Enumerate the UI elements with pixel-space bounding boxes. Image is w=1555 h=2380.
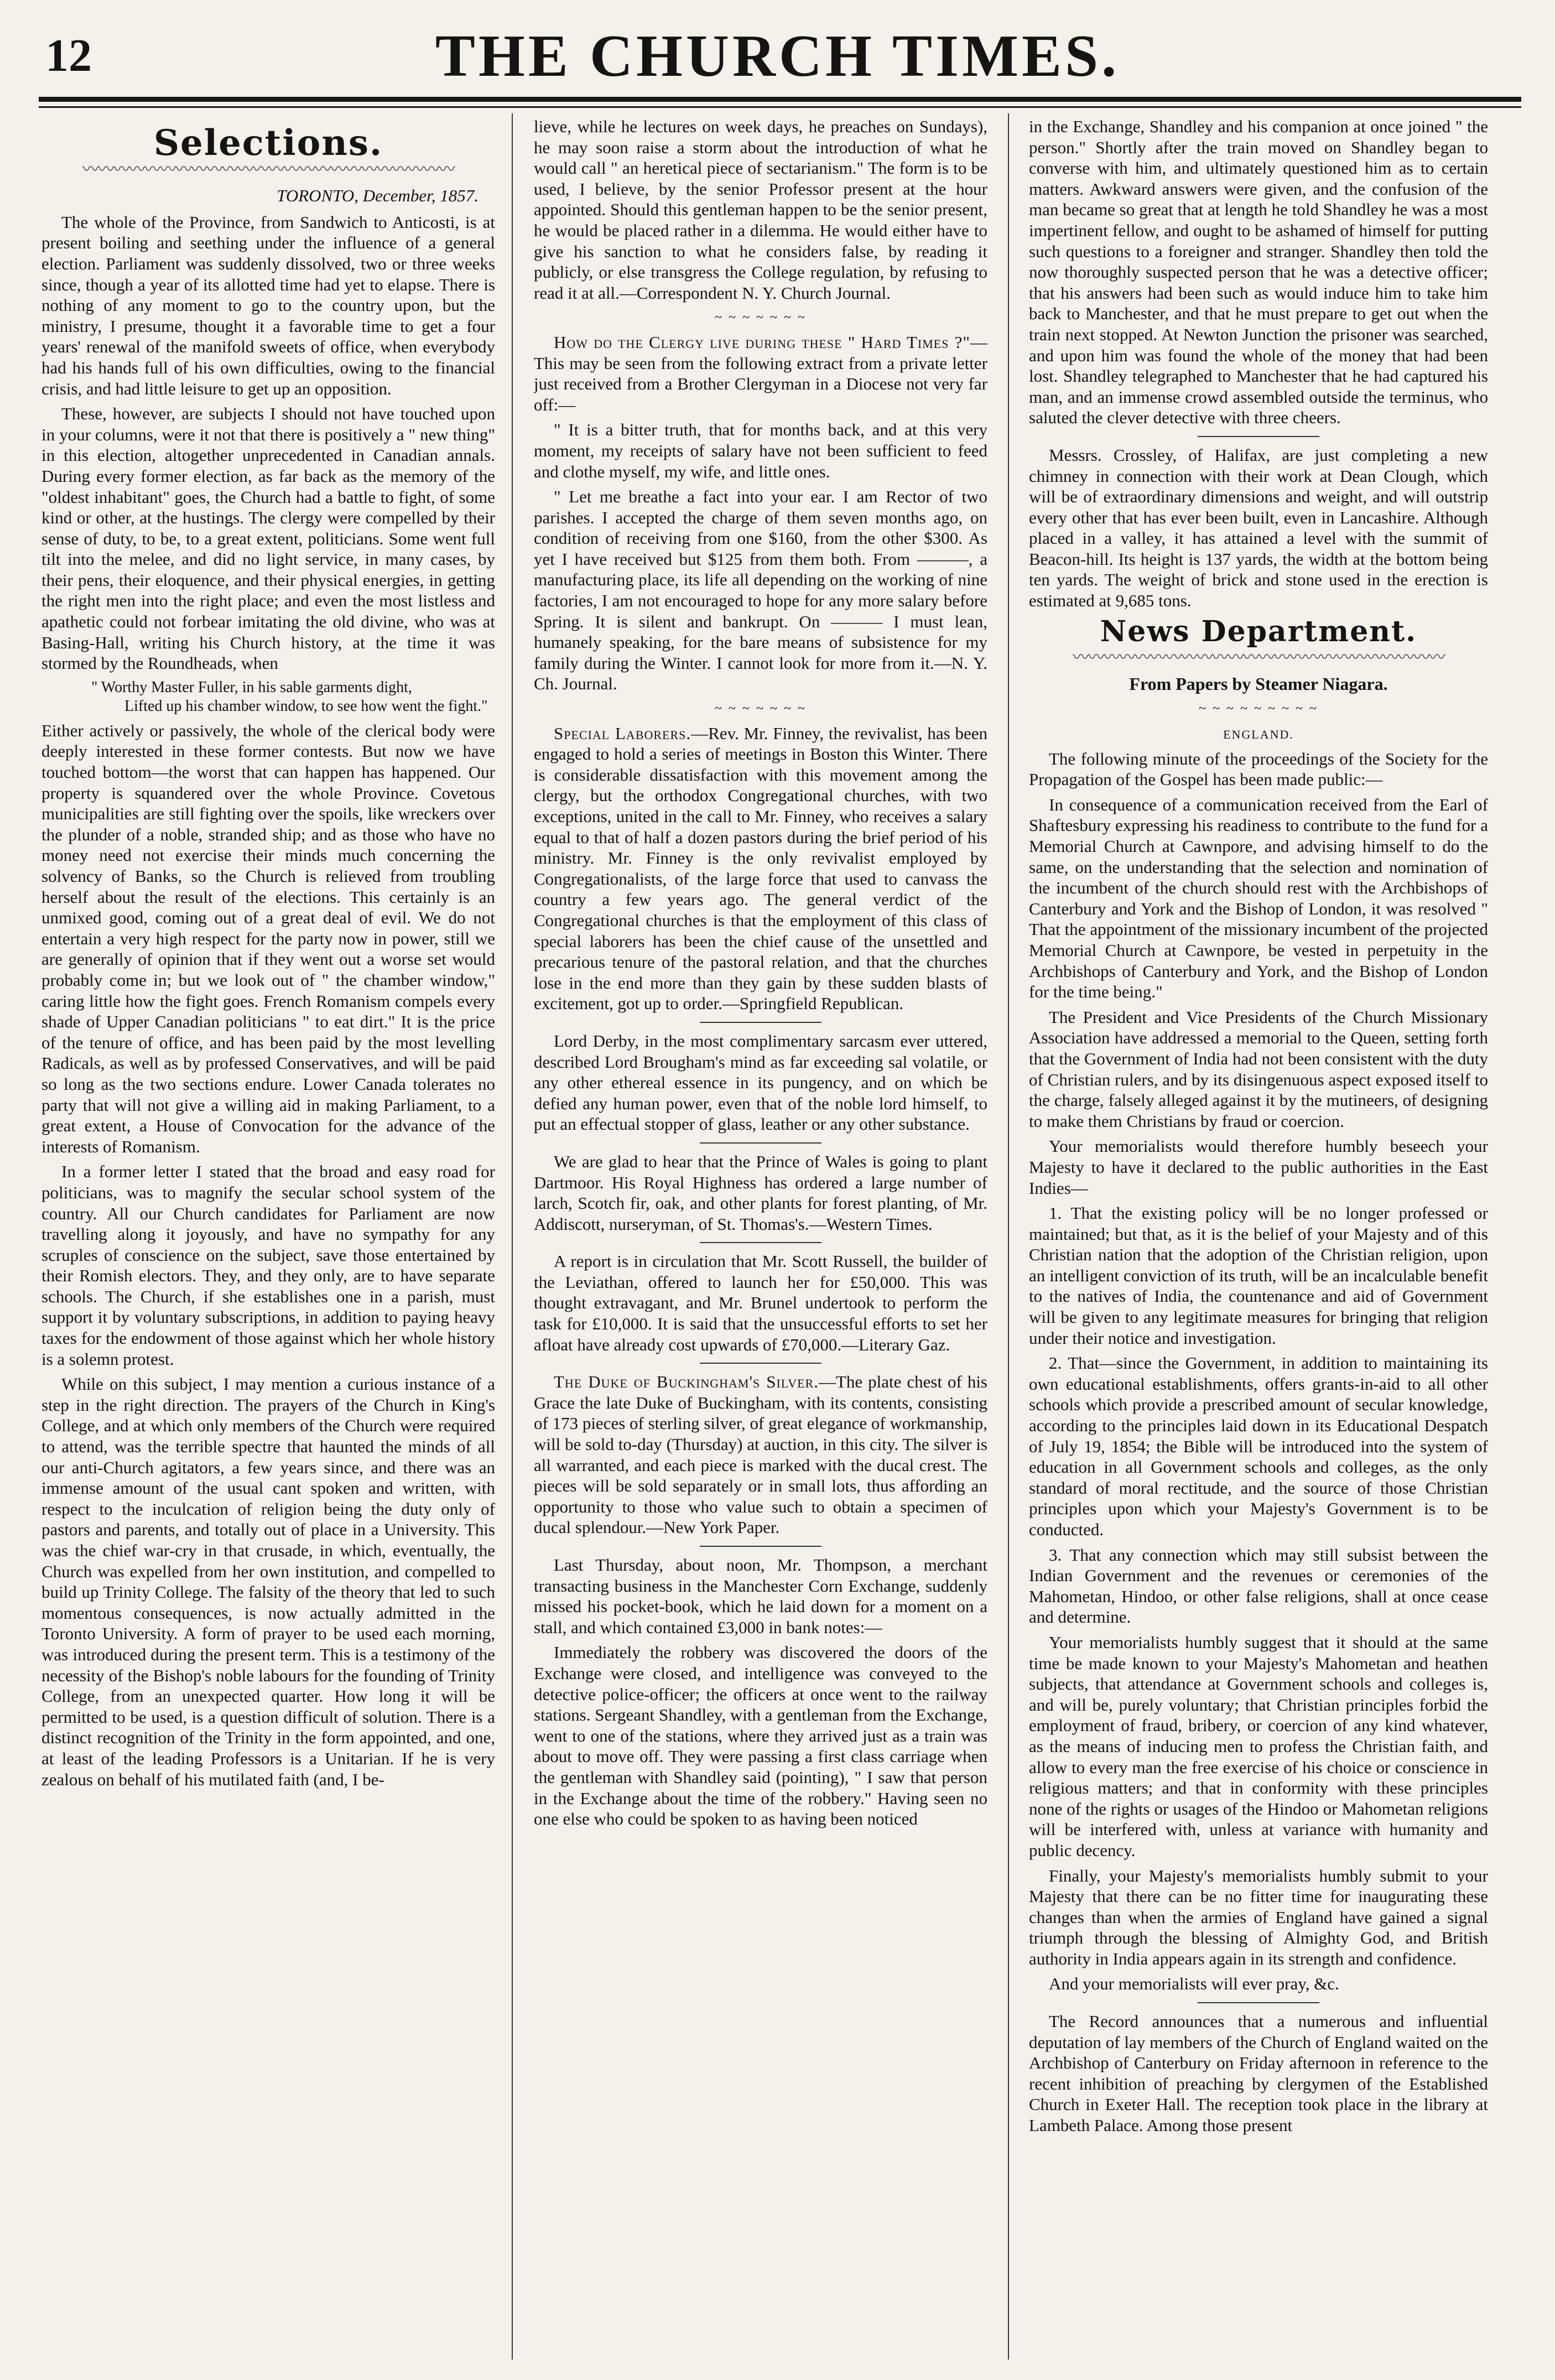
article-headline: Special Laborers. (554, 723, 691, 743)
article-paragraph: The whole of the Province, from Sandwich to Anticosti, is at present boiling and seething under the influence of a general election. Parliament was suddenly dissolved, two or three weeks since, though a year of its allotted time had yet to elapse. There is nothing of any moment to go to the country upon, but the ministry, I presume, thought it a favorable time to get a four years' renewal of the manifold sweets of office, when everybody had his hands full of his own difficulties, owing to the financial crisis, and had little leisure to get up an opposition. (41, 212, 495, 398)
separator-rule (700, 1363, 821, 1364)
column-2 (534, 116, 987, 2362)
separator-rule (1198, 436, 1319, 437)
memorial-list (1029, 1203, 1488, 1628)
article-paragraph: Last Thursday, about noon, Mr. Thompson, a merchant transacting business in the Manchester Corn Exchange, suddenly missed his pocket-book, which he laid down for a moment on a stall, and which contained £3,000 in bank notes:— (534, 1555, 987, 1637)
article-paragraph: And your memorialists will ever pray, &c. (1049, 1974, 1339, 1994)
article-paragraph: " It is a bitter truth, that for months back, and at this very moment, my receipts of salary have not been sufficient to feed and clothe myself, my wife, and little ones. (534, 420, 987, 481)
article-paragraph: Messrs. Crossley, of Halifax, are just completing a new chimney in connection with their work at Dean Clough, which will be of extraordinary dimensions and weight, and will outstrip every other that has ever been built, even in Lancashire. Although placed in a valley, it has attained a level with the summit of Beacon-hill. Its height is 137 yards, the width at the bottom being ten yards. The weight of brick and stone used in the erection is estimated at 9,685 tons. (1029, 445, 1488, 611)
article-paragraph: Finally, your Majesty's memorialists humbly submit to your Majesty that there can be no fitter time for inaugurating these changes than when the armies of England have gained a signal triumph through the blessing of Almighty God, and British authority in India appears again in its strength and confidence. (1029, 1865, 1488, 1968)
separator-rule: ~ ~ ~ ~ ~ ~ ~ (715, 701, 807, 716)
article-headline: How do the Clergy live during these " Hard Times ?" (554, 332, 970, 352)
verse-line: Lifted up his chamber window, to see how went the fight." (124, 697, 488, 715)
verse-line: " Worthy Master Fuller, in his sable garments dight, (91, 678, 412, 696)
article-paragraph: lieve, while he lectures on week days, he preaches on Sundays), he may soon raise a storm about the introduction of what he would call " an heretical piece of sectarianism." The form is to be used, I believe, by the senior Professor present at the hour appointed. Should this gentleman happen to be the senior present, he would be placed rather in a dilemma. He would either have to give his sanction to what he considers false, by reading it publicly, or else transgress the College regulation, by refusing to read it at all.—Correspondent N. Y. Church Journal. (534, 117, 987, 303)
article-paragraph: In consequence of a communication received from the Earl of Shaftesbury expressing his readiness to contribute to the fund for a Memorial Church at Cawnpore, and advising himself to do the same, on the understanding that the selection and nomination of the incumbent of the church should rest with the Archbishops of Canterbury and York and the Bishop of London, it was resolved " That the appointment of the missionary incumbent of the projected Memorial Church at Cawnpore, be vested in perpetuity in the Archbishops of Canterbury and York, and the Bishop of London for the time being." (1029, 794, 1488, 1002)
article-text: —Rev. Mr. Finney, the revivalist, has been engaged to hold a series of meetings in Boston this Winter. There is considerable dissatisfaction with this movement among the clergy, but the orthodox Congregational churches, with two exceptions, united in the call to Mr. Finney, who receives a salary equal to that of half a dozen pastors during the brief period of his ministry. Mr. Finney is the only revivalist employed by Congregationalists, of the large force that used to canvass the country a few years ago. The general verdict of the Congregational churches is that the employment of this class of special laborers has been the chief cause of the unsettled and precarious tenure of the pastoral relation, and that the churches lose in the end more than they gain by these sudden blasts of excitement, got up to order.—Springfield Republican. (534, 723, 987, 1014)
article-paragraph: While on this subject, I may mention a curious instance of a step in the right direction. The prayers of the Church in King's College, and at which only members of the Church were required to attend, was the terrible spectre that haunted the minds of all our anti-Church agitators, a few years since, and there was an immense amount of the usual cant spoken and written, with respect to the inculcation of religion being the duty only of pastors and parents, and totally out of place in a University. This was the chief war-cry in that crusade, in which, eventually, the Church was expelled from her own institution, and compelled to build up Trinity College. The falsity of the theory that led to such momentous consequences, is now actually admitted in the Toronto University. A form of prayer to be used each morning, was introduced during the present term. This is a testimony of the necessity of the Bishop's noble labours for the founding of Trinity College, from an unexpected quarter. How long it will be permitted to be used, is a question difficult of solution. There is a distinct recognition of the Trinity in the form appointed, and one, at least of the leading Professors is a Unitarian. If he is very zealous on behalf of his mutilated faith (and, I be- (41, 1374, 495, 1789)
article-text: —The plate chest of his Grace the late Duke of Buckingham, with its contents, consisting of 173 pieces of sterling silver, of great elegance of workmanship, will be sold to-day (Thursday) at auction, in this city. The silver is all warranted, and each piece is marked with the ducal crest. The pieces will be sold separately or in small lots, thus affording an opportunity to those who value such to obtain a specimen of ducal splendour.—New York Paper. (534, 1372, 987, 1537)
separator-rule: ~ ~ ~ ~ ~ ~ ~ (715, 310, 807, 325)
article-headline: The Duke of Buckingham's Silver. (554, 1372, 819, 1392)
separator-rule (700, 1546, 821, 1547)
list-item: 2. That—since the Government, in addition to maintaining its own educational establishments, offers grants-in-aid to all other schools which provide a prescribed amount of secular knowledge, according to the principles laid down in its Educational Despatch of July 19, 1854; the Bible will be introduced into the system of education in all Government schools and colleges, as the only standard of moral rectitude, and the source of those Christian principles upon which your Majesty's Government is to be conducted. (1029, 1353, 1488, 1539)
news-department-heading: News Department. (1100, 614, 1417, 648)
ornamental-rule: 〰〰〰〰〰〰〰〰〰〰〰〰〰〰〰〰〰〰〰〰〰〰〰〰 (1073, 648, 1444, 667)
news-source-subheading: From Papers by Steamer Niagara. (1129, 673, 1388, 694)
column-divider (512, 113, 513, 2360)
column-3 (1029, 116, 1488, 2362)
article-paragraph: Either actively or passively, the whole of the clerical body were deeply interested in these former contests. But now we have touched bottom—the worst that can happen has happened. Our property is squandered over the whole Province. Covetous municipalities are still fighting over the spoils, like wreckers over the plunder of a noble, stranded ship; and as those who have no money need not exercise their minds much concerning the solvency of Banks, so the Church is relieved from troubling herself about the result of the elections. This certainly is an unmixed good, coming out of a great deal of evil. We do not entertain a very high respect for the party now in power, still we are generally of opinion that if they went out a worse set would probably come in; but we look out of " the chamber window," caring little how the fight goes. French Romanism compels every shade of Upper Canadian politicians " to eat dirt." It is the price of the tenure of office, and has been paid by the most levelling Radicals, as well as by professed Conservatives, and will be paid so long as the two sections endure. Lower Canada tolerates no party that will not give a willing aid in making Parliament, to a great extent, a House of Convocation for the advance of the interests of Romanism. (41, 720, 495, 1156)
separator-rule (700, 1142, 821, 1144)
column-divider (1008, 113, 1009, 2360)
newspaper-title: THE CHURCH TIMES. (435, 23, 1120, 89)
article-paragraph: Lord Derby, in the most complimentary sarcasm ever uttered, described Lord Brougham's mind as far exceeding sal volatile, or any other ethereal essence in its pungency, and on which be defied any human power, even that of the noble lord himself, to put an effectual stopper of glass, leather or any other substance. (534, 1031, 987, 1134)
separator-rule: ~ ~ ~ ~ ~ ~ ~ ~ ~ (1199, 701, 1318, 716)
article-paragraph: We are glad to hear that the Prince of Wales is going to plant Dartmoor. His Royal Highness has ordered a large number of larch, Scotch fir, oak, and other plants for forest planting, of Mr. Addiscott, nurseryman, of St. Thomas's.—Western Times. (534, 1151, 987, 1234)
article-paragraph: Your memorialists humbly suggest that it should at the same time be made known to your Majesty's Mahometan and heathen subjects, that attendance at Government schools and colleges is, and will be, purely voluntary; that Christian principles forbid the employment of fraud, bribery, or coercion of any kind whatever, as the means of inducing men to profess the Christian faith, and allow to every man the free exercise of his choice or conscience in religious matters; and that in conformity with these principles none of the rights or usages of the Hindoo or Mahometan religions will be interfered with, unless at variance with humanity and public decency. (1029, 1632, 1488, 1860)
separator-rule (700, 1022, 821, 1023)
list-item: 3. That any connection which may still subsist between the Indian Government and the revenues or ceremonies of the Mahometan, Hindoo, or other false religions, shall at once cease and determine. (1029, 1545, 1488, 1627)
article-paragraph: The President and Vice Presidents of the Church Missionary Association have addressed a memorial to the Queen, setting forth that the Government of India had not been consistent with the duty of Christian rulers, and by its disingenuous aspect exposed itself to the charge, falsely alleged against it by the mutineers, of designing to make them Christians by fraud or coercion. (1029, 1007, 1488, 1131)
verse-quote (91, 678, 495, 716)
masthead (0, 0, 1555, 127)
country-heading: ENGLAND. (1223, 727, 1294, 742)
article-paragraph: These, however, are subjects I should not have touched upon in your columns, were it not that there is positively a " new thing" in this election, altogether unprecedented in Canadian annals. During every former election, as far back as the memory of the "oldest inhabitant" goes, the Church had a battle to fight, of some kind or other, at the hustings. The clergy were compelled by their sense of duty, to be, to a great extent, politicians. Some went full tilt into the melee, and did no light service, in many cases, by their pens, their eloquence, and their physical energies, in getting the right men into the right place; and even the most listless and apathetic could not forbear imitating the old divine, who was at Basing-Hall, writing his Church history, at the time it was stormed by the Roundheads, when (41, 404, 495, 673)
article-text: —This may be seen from the following extract from a private letter just received from a Brother Clergyman in a Diocese not very far off:— (534, 332, 987, 414)
article-paragraph: Immediately the robbery was discovered the doors of the Exchange were closed, and intelligence was conveyed to the detective police-officer; the officers at once went to the railway stations. Sergeant Shandley, with a gentleman from the Exchange, went to one of the stations, where they arrived just as a train was about to move off. They were passing a first class carriage when the gentleman with Shandley said (pointing), " I saw that person in the Exchange about the time of the robbery." Having seen no one else who could be spoken to as having been noticed (534, 1643, 987, 1829)
masthead-rule-thin (39, 106, 1521, 108)
ornamental-rule: 〰〰〰〰〰〰〰〰〰〰〰〰〰〰〰〰〰〰〰〰〰〰〰〰 (82, 160, 454, 179)
masthead-rule-thick (39, 97, 1521, 102)
article-paragraph: The Record announces that a numerous and influential deputation of lay members of the Church of England waited on the Archbishop of Canterbury on Friday afternoon in reference to the recent inhibition of preaching by clergymen of the Established Church in Exeter Hall. The reception took place in the library at Lambeth Palace. Among those present (1029, 2012, 1488, 2135)
separator-rule (700, 1242, 821, 1243)
separator-rule (1198, 2002, 1319, 2003)
article-paragraph: " Let me breathe a fact into your ear. I am Rector of two parishes. I accepted the charge of them seven months ago, on condition of receiving from one $160, from the other $300. As yet I have received but $125 from them both. From ———, a manufacturing place, its life all depending on the working of nine factories, I am not encouraged to hope for any more salary before Spring. It is silent and bankrupt. On ——— I must lean, humanely speaking, for the bare means of subsistence for my family during the Winter. I cannot look for more from it.—N. Y. Ch. Journal. (534, 487, 987, 694)
column-1 (41, 116, 495, 2362)
article-paragraph: Your memorialists would therefore humbly beseech your Majesty to have it declared to the public authorities in the East Indies— (1029, 1136, 1488, 1198)
list-item: 1. That the existing policy will be no longer professed or maintained; but that, as it is the belief of your Majesty and of this Christian nation that the adoption of the Christian religion, upon an intelligent conviction of its truth, will be an incalculable benefit to the natives of India, the countenance and aid of Government will be given to any legitimate measures for bringing that religion under their notice and investigation. (1029, 1203, 1488, 1348)
article-paragraph (534, 723, 987, 1014)
article-paragraph: The following minute of the proceedings of the Society for the Propagation of the Gospel has been made public:— (1029, 749, 1488, 789)
article-paragraph: A report is in circulation that Mr. Scott Russell, the builder of the Leviathan, offered to launch her for £50,000. This was thought extravagant, and Mr. Brunel undertook to perform the task for £10,000. It is said that the unsuccessful efforts to set her afloat have already cost upwards of £70,000.—Literary Gaz. (534, 1251, 987, 1354)
selections-heading: Selections. (153, 122, 383, 164)
article-paragraph: in the Exchange, Shandley and his companion at once joined " the person." Shortly after the train moved on Shandley began to converse with him, and ultimately questioned him as to certain matters. Awkward answers were given, and the confusion of the man became so great that at length he told Shandley he was a most impertinent fellow, and ought to be ashamed of himself for putting such questions to a foreigner and stranger. Shandley then told the now thoroughly suspected person that he was a detective officer; that his answers had been such as would induce him to take him back to Manchester, and that he must prepare to get out when the train next stopped. At Newton Junction the prisoner was searched, and upon him was found the whole of the money that had been lost. Shandley telegraphed to Manchester that he had captured his man, and an immense crowd assembled outside the terminus, who saluted the clever detective with three cheers. (1029, 117, 1488, 428)
dateline: TORONTO, December, 1857. (277, 186, 479, 206)
article-paragraph: In a former letter I stated that the broad and easy road for politicians, was to magnify the secular school system of the country. All our Church candidates for Parliament are now travelling along it joyously, and have no sympathy for any scruples of conscience on the subject, save those entertained by their Romish electors. They, and they only, are to have separate schools. The Church, if she establishes one in a parish, must support it by voluntary subscriptions, in addition to paying heavy taxes for the endowment of those against which her whole history is a solemn protest. (41, 1162, 495, 1369)
article-paragraph (534, 332, 987, 415)
page-number: 12 (45, 30, 92, 81)
article-paragraph (534, 1371, 987, 1538)
